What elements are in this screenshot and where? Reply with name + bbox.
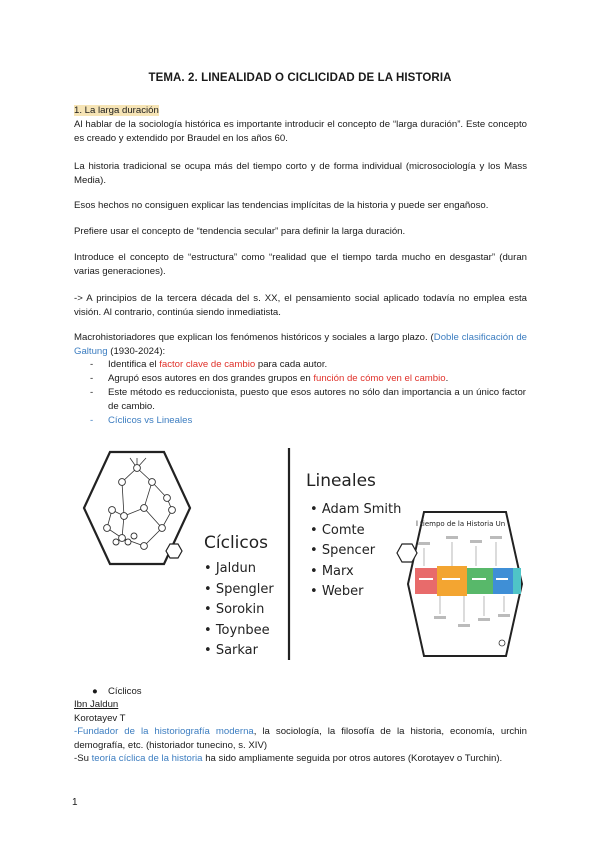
timeline-bar xyxy=(493,568,513,594)
paragraph-hechos: Esos hechos no consiguen explicar las tendencias implícitas de la historia y puede ser engañoso. xyxy=(74,200,489,211)
author-reference: Korotayev T xyxy=(74,713,126,724)
macro-text-b: (1930-2024): xyxy=(107,346,166,357)
teoria-ciclica-link[interactable]: teoría cíclica de la historia xyxy=(91,753,203,764)
bullet-text: Identifica el xyxy=(108,359,160,370)
ciclicos-lineales-figure xyxy=(72,438,527,666)
lineales-title: Lineales xyxy=(306,471,376,491)
ciclicos-bullet: Cíclicos xyxy=(108,686,142,697)
timeline-bar xyxy=(513,568,521,594)
page-number: 1 xyxy=(72,797,78,808)
timeline-bar xyxy=(437,566,467,596)
teoria-text-b: ha sido ampliamente seguida por otros autores (Korotayev o Turchin). xyxy=(202,753,503,764)
author-ibn-jaldun xyxy=(74,698,527,712)
bullet-grupos xyxy=(108,372,526,386)
paragraph-historia-tradicional: La historia tradicional se ocupa más del tiempo corto y de forma individual (microsociología y los Mass Media). xyxy=(74,161,527,186)
timeline-title: l tiempo de la Historia Un xyxy=(416,520,506,528)
paragraph-tendencia-secular: Prefiere usar el concepto de “tendencia secular” para definir la larga duración. xyxy=(74,226,406,237)
bullet-ciclicos-vs-lineales: Cíclicos vs Lineales xyxy=(108,415,193,426)
ciclicos-title: Cíclicos xyxy=(204,533,268,553)
page-title: TEMA. 2. LINEALIDAD O CICLICIDAD DE LA HISTORIA xyxy=(148,72,452,84)
ciclico-author: • Toynbee xyxy=(204,623,270,638)
bullet-factor-clave xyxy=(108,358,526,372)
lineal-author: • Adam Smith xyxy=(310,502,402,517)
bullet-mark: - xyxy=(90,415,94,426)
timeline-bars xyxy=(415,566,521,596)
bullet-highlight: factor clave de cambio xyxy=(159,359,256,370)
author-name: Ibn Jaldun xyxy=(74,699,119,710)
paragraph-estructura: Introduce el concepto de “estructura” como “realidad que el tiempo tarda mucho en desgastar” (duran varias generaciones). xyxy=(74,252,527,277)
hexagon-marker-icon xyxy=(166,544,182,558)
bullet-highlight: función de cómo ven el cambio xyxy=(313,373,446,384)
paragraph-teoria-ciclica xyxy=(74,752,527,766)
bullet-reduccionista: Este método es reduccionista, puesto que esos autores no sólo dan importancia a un único factor de cambio. xyxy=(108,387,526,412)
lineal-author: • Spencer xyxy=(310,543,376,558)
fundador-link[interactable]: -Fundador de la historiografía moderna xyxy=(74,726,254,737)
bullet-text: Agrupó esos autores en dos grandes grupos en xyxy=(108,373,314,384)
ciclico-author: • Jaldun xyxy=(204,561,256,576)
macro-text-a: Macrohistoriadores que explican los fenómenos históricos y sociales a largo plazo. ( xyxy=(74,332,434,343)
lineal-author: • Weber xyxy=(310,584,364,599)
bullet-mark: - xyxy=(90,387,94,398)
galtung-link[interactable]: Doble clasificación de Galtung xyxy=(74,332,528,357)
lineal-author: • Comte xyxy=(310,523,365,538)
bullet-text: para cada autor. xyxy=(255,359,328,370)
bullet-text: . xyxy=(445,373,449,384)
bullet-mark: - xyxy=(90,359,94,370)
bullet-dot-icon: ● xyxy=(92,686,98,697)
paragraph-larga-duracion: Al hablar de la sociología histórica es importante introducir el concepto de “larga duración”. Este concepto es creado y extendido por Braudel en los años 60. xyxy=(74,119,527,144)
timeline-bar xyxy=(467,568,493,594)
hexagon-marker-icon xyxy=(397,544,417,562)
fundador-text: , la sociología, la filosofía de la historia, economía, urchin demografía, etc. (historiador tunecino, s. XIV) xyxy=(74,726,527,751)
section-heading xyxy=(74,104,527,118)
paragraph-siglo-xx: -> A principios de la tercera década del s. XX, el pensamiento social aplicado todavía no emplea esta visión. Al contrario, continúa siendo inmediatista. xyxy=(74,293,527,318)
ciclico-author: • Sarkar xyxy=(204,643,258,658)
paragraph-fundador xyxy=(74,725,527,753)
paragraph-macrohistoriadores xyxy=(74,331,527,359)
section-heading-text: 1. La larga duración xyxy=(74,105,159,116)
ciclico-author: • Sorokin xyxy=(204,602,265,617)
teoria-text-a: -Su xyxy=(74,753,92,764)
ciclico-author: • Spengler xyxy=(204,582,274,597)
timeline-bar xyxy=(415,568,437,594)
bullet-mark: - xyxy=(90,373,94,384)
lineal-author: • Marx xyxy=(310,564,354,579)
